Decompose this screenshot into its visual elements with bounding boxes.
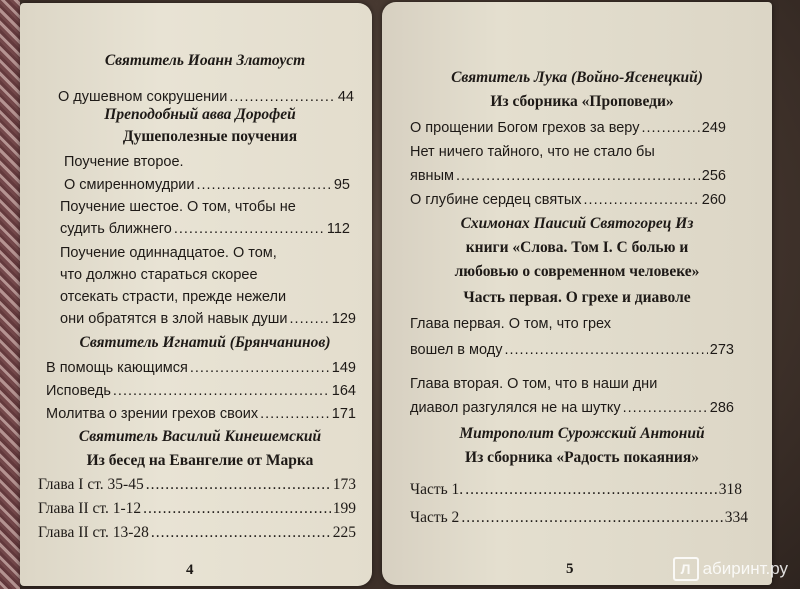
toc-entry	[410, 190, 726, 210]
toc-entry	[64, 175, 350, 195]
entry-page: 164	[331, 383, 356, 399]
author-heading: Преподобный авва Дорофей	[104, 106, 296, 123]
entry-page: 173	[332, 476, 356, 493]
author-heading: Святитель Василий Кинешемский	[78, 428, 322, 445]
toc-entry	[410, 480, 742, 500]
toc-entry	[410, 398, 734, 418]
entry-title: Исповедь	[46, 383, 111, 399]
section-heading: любовью о современном человеке»	[454, 263, 700, 280]
entry-title: О прощении Богом грехов за веру	[410, 120, 640, 136]
entry-title: О глубине сердец святых	[410, 192, 582, 208]
entry-text: что должно стараться скорее	[60, 267, 258, 283]
entry-title: Глава II ст. 1-12	[38, 500, 142, 517]
entry-text: Поучение одиннадцатое. О том,	[60, 245, 277, 261]
entry-text: отсекать страсти, прежде нежели	[60, 289, 287, 305]
section-heading: Душеполезные поучения	[122, 128, 298, 145]
toc-entry	[60, 219, 350, 239]
entry-title: Глава II ст. 13-28	[38, 524, 149, 541]
toc-entry	[38, 523, 356, 543]
author-heading: Схимонах Паисий Святогорец Из	[460, 215, 694, 232]
author-heading: Святитель Лука (Войно-Ясенецкий)	[451, 69, 703, 86]
toc-entry	[410, 118, 726, 138]
book-binding	[0, 0, 20, 589]
entry-page: 260	[701, 192, 726, 208]
entry-title: Часть 1.	[410, 481, 464, 498]
author-heading: Митрополит Сурожский Антоний	[459, 425, 705, 442]
entry-title: О душевном сокрушении	[58, 89, 228, 105]
watermark-text: абиринт.ру	[702, 559, 788, 578]
toc-entry	[410, 166, 726, 186]
labirint-logo-icon: Л	[673, 557, 699, 581]
entry-title: диавол разгулялся не на шутку	[410, 400, 621, 416]
entry-page: 256	[701, 168, 726, 184]
entry-title: явным	[410, 168, 454, 184]
section-heading: Из сборника «Радость покаяния»	[465, 449, 699, 466]
page-number: 5	[566, 561, 574, 577]
entry-text: Глава первая. О том, что грех	[410, 316, 612, 332]
entry-title: вошел в моду	[410, 342, 503, 358]
entry-page: 149	[331, 360, 356, 376]
section-heading: Из сборника «Проповеди»	[490, 93, 674, 110]
entry-text: Глава вторая. О том, что в наши дни	[410, 376, 658, 392]
entry-title: судить ближнего	[60, 221, 172, 237]
entry-text: Нет ничего тайного, что не стало бы	[410, 144, 655, 160]
entry-title: О смиренномудрии	[64, 177, 195, 193]
toc-entry	[60, 309, 356, 329]
author-heading: Святитель Игнатий (Брянчанинов)	[79, 334, 331, 351]
toc-entry	[38, 475, 356, 495]
right-page	[382, 2, 772, 585]
toc-entry	[46, 358, 356, 378]
page-number: 4	[186, 562, 194, 578]
entry-page: 249	[701, 120, 726, 136]
entry-text: Поучение шестое. О том, чтобы не	[60, 199, 296, 215]
toc-entry	[46, 404, 356, 424]
section-heading: Из бесед на Евангелие от Марка	[86, 452, 314, 469]
author-heading: Святитель Иоанн Златоуст	[104, 52, 306, 69]
entry-title: они обратятся в злой навык души	[60, 311, 288, 327]
entry-page: 225	[332, 524, 356, 541]
entry-text: Поучение второе.	[64, 154, 184, 170]
entry-title: Глава I ст. 35-45	[38, 476, 144, 493]
entry-page: 273	[709, 342, 734, 358]
entry-page: 129	[331, 311, 356, 327]
toc-entry	[46, 381, 356, 401]
entry-title: Молитва о зрении грехов своих	[46, 406, 259, 422]
watermark	[673, 557, 788, 581]
toc-entry	[38, 499, 356, 519]
entry-title: В помощь кающимся	[46, 360, 188, 376]
section-heading: книги «Слова. Том I. С болью и	[465, 239, 689, 256]
entry-page: 112	[326, 221, 350, 237]
section-heading: Часть первая. О грехе и диаволе	[463, 289, 691, 306]
entry-page: 44	[337, 89, 354, 105]
entry-page: 286	[709, 400, 734, 416]
left-page	[20, 3, 372, 586]
entry-page: 171	[331, 406, 356, 422]
entry-page: 95	[333, 177, 350, 193]
entry-title: Часть 2	[410, 509, 460, 526]
entry-page: 318	[718, 481, 742, 498]
toc-entry	[58, 87, 354, 107]
entry-page: 334	[724, 509, 748, 526]
entry-page: 199	[332, 500, 356, 517]
toc-entry	[410, 340, 734, 360]
toc-entry	[410, 508, 748, 528]
